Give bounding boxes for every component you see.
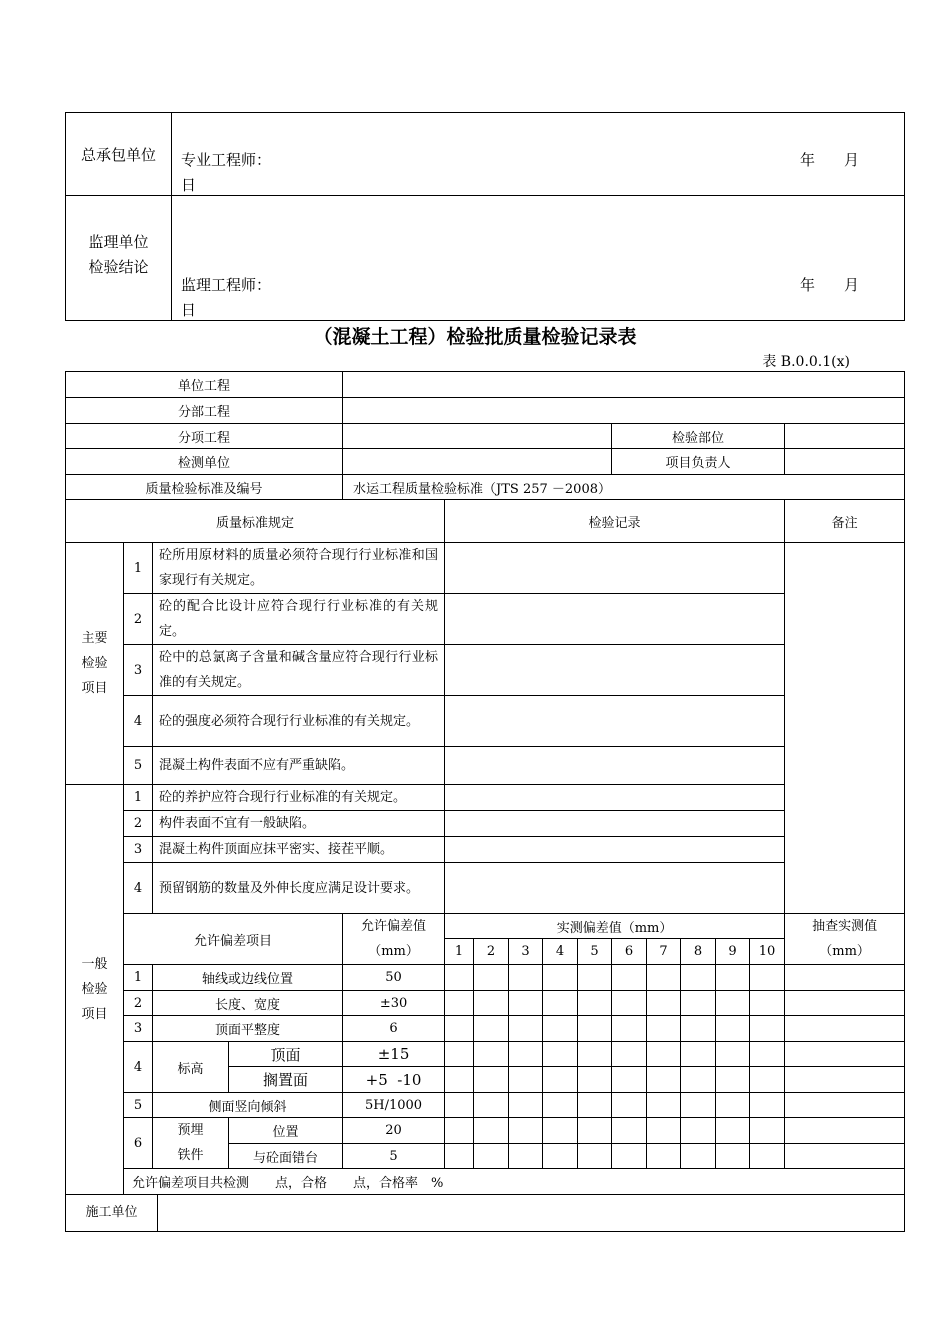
measure-cell[interactable] — [543, 965, 578, 991]
measure-cell[interactable] — [543, 1067, 578, 1093]
general-item-no: 3 — [124, 837, 153, 863]
day-label: 日 — [181, 176, 197, 194]
standard-value: 水运工程质量检验标准（JTS 257 －2008） — [343, 475, 905, 500]
general-item-text: 混凝土构件顶面应抹平密实、接茬平顺。 — [153, 837, 445, 863]
sample-cell[interactable] — [785, 1118, 905, 1144]
testing-unit-label: 检测单位 — [66, 449, 343, 475]
measure-cell[interactable] — [647, 965, 681, 991]
measure-cell[interactable] — [474, 1016, 509, 1042]
measure-cell[interactable] — [716, 1016, 750, 1042]
construction-unit-label: 施工单位 — [66, 1195, 158, 1232]
measure-cell[interactable] — [612, 1144, 647, 1169]
deviation-no: 4 — [124, 1042, 153, 1093]
month-label: 月 — [844, 151, 860, 169]
measure-cell[interactable] — [716, 1093, 750, 1118]
deviation-no: 2 — [124, 991, 153, 1016]
deviation-item-header: 允许偏差项目 — [124, 914, 343, 965]
measure-col-header: 5 — [578, 939, 612, 965]
measure-cell[interactable] — [578, 965, 612, 991]
deviation-subname: 位置 — [229, 1118, 343, 1144]
measure-cell[interactable] — [612, 1016, 647, 1042]
general-item-record[interactable] — [445, 863, 785, 914]
main-item-text: 砼所用原材料的质量必须符合现行行业标准和国家现行有关规定。 — [153, 543, 445, 594]
general-label-line3: 项目 — [81, 1007, 108, 1022]
measure-cell[interactable] — [474, 1093, 509, 1118]
sample-header-line2: （mm） — [819, 944, 870, 959]
measure-cell[interactable] — [578, 1016, 612, 1042]
contractor-signoff-cell[interactable] — [172, 113, 905, 196]
measure-cell[interactable] — [509, 1118, 543, 1144]
measure-cell[interactable] — [716, 1118, 750, 1144]
main-label-line3: 项目 — [81, 681, 108, 696]
deviation-group-line1: 预埋 — [177, 1123, 204, 1138]
measure-col-header: 4 — [543, 939, 578, 965]
measure-col-header: 3 — [509, 939, 543, 965]
measure-cell[interactable] — [647, 1093, 681, 1118]
measure-cell[interactable] — [612, 1067, 647, 1093]
deviation-subname: 搁置面 — [229, 1067, 343, 1093]
main-item-record[interactable] — [445, 645, 785, 696]
measure-col-header: 6 — [612, 939, 647, 965]
measure-cell[interactable] — [578, 991, 612, 1016]
measure-cell[interactable] — [716, 1144, 750, 1169]
measure-cell[interactable] — [543, 1144, 578, 1169]
deviation-value: 5 — [343, 1144, 445, 1169]
measure-cell[interactable] — [509, 1067, 543, 1093]
general-item-text: 砼的养护应符合现行行业标准的有关规定。 — [153, 785, 445, 811]
measure-col-header: 7 — [647, 939, 681, 965]
main-item-text: 混凝土构件表面不应有严重缺陷。 — [153, 747, 445, 785]
construction-unit-table — [65, 1194, 905, 1232]
measure-cell[interactable] — [716, 991, 750, 1016]
remarks-header: 备注 — [785, 500, 905, 543]
measure-cell[interactable] — [474, 1067, 509, 1093]
supervisor-label: 监理工程师： — [181, 276, 272, 294]
contractor-label: 总承包单位 — [66, 113, 172, 196]
deviation-summary: 允许偏差项目共检测 点，合格 点，合格率 % — [124, 1169, 905, 1195]
measure-col-header: 10 — [750, 939, 785, 965]
measure-cell[interactable] — [750, 991, 785, 1016]
sample-header-line1: 抽查实测值 — [812, 919, 878, 934]
item-project-label: 分项工程 — [66, 424, 343, 449]
measure-cell[interactable] — [647, 1067, 681, 1093]
deviation-value: ±30 — [343, 991, 445, 1016]
month-label: 月 — [844, 276, 860, 294]
sample-cell[interactable] — [785, 1067, 905, 1093]
project-lead-label: 项目负责人 — [612, 449, 785, 475]
deviation-value-header — [343, 914, 445, 965]
measure-cell[interactable] — [681, 1067, 716, 1093]
supervision-signoff-cell[interactable] — [172, 196, 905, 321]
signoff-table — [65, 112, 905, 321]
measure-cell[interactable] — [578, 1118, 612, 1144]
item-project-field[interactable] — [343, 424, 612, 449]
measure-cell[interactable] — [750, 1067, 785, 1093]
deviation-value-header-line1: 允许偏差值 — [361, 919, 427, 934]
deviation-value: 6 — [343, 1016, 445, 1042]
deviation-group — [153, 1118, 229, 1169]
deviation-row — [66, 1118, 905, 1144]
form-code: 表 B.0.0.1(x) — [762, 354, 850, 370]
measure-cell[interactable] — [681, 1093, 716, 1118]
deviation-value: ±15 — [343, 1042, 445, 1067]
general-item-text: 预留钢筋的数量及外伸长度应满足设计要求。 — [153, 863, 445, 914]
remarks-cell[interactable] — [785, 543, 905, 914]
measure-cell[interactable] — [445, 965, 474, 991]
measure-cell[interactable] — [445, 1042, 474, 1067]
measure-cell[interactable] — [509, 1042, 543, 1067]
supervision-label — [66, 196, 172, 321]
measure-col-header: 9 — [716, 939, 750, 965]
main-item-record[interactable] — [445, 594, 785, 645]
measure-cell[interactable] — [578, 1144, 612, 1169]
inspection-table — [65, 371, 905, 1195]
general-item-no: 1 — [124, 785, 153, 811]
deviation-value: +5 -10 — [343, 1067, 445, 1093]
measure-cell[interactable] — [445, 1118, 474, 1144]
main-label-line1: 主要 — [81, 631, 108, 646]
main-item-text: 砼中的总氯离子含量和碱含量应符合现行行业标准的有关规定。 — [153, 645, 445, 696]
main-item-no: 4 — [124, 696, 153, 747]
general-item-record[interactable] — [445, 811, 785, 837]
general-items-label — [66, 785, 124, 1195]
general-label-line1: 一般 — [81, 957, 108, 972]
unit-project-label: 单位工程 — [66, 372, 343, 398]
sub-project-label: 分部工程 — [66, 398, 343, 424]
measure-cell[interactable] — [716, 965, 750, 991]
deviation-group-line2: 铁件 — [177, 1148, 204, 1163]
measure-cell[interactable] — [509, 965, 543, 991]
main-item-no: 3 — [124, 645, 153, 696]
deviation-value: 50 — [343, 965, 445, 991]
measure-cell[interactable] — [543, 1042, 578, 1067]
main-item-no: 5 — [124, 747, 153, 785]
measure-cell[interactable] — [612, 1093, 647, 1118]
deviation-row — [66, 1093, 905, 1118]
measure-cell[interactable] — [509, 1144, 543, 1169]
deviation-subname: 顶面 — [229, 1042, 343, 1067]
inspect-location-label: 检验部位 — [612, 424, 785, 449]
measure-cell[interactable] — [474, 1144, 509, 1169]
deviation-row — [66, 965, 905, 991]
measure-cell[interactable] — [681, 1042, 716, 1067]
sample-cell[interactable] — [785, 1093, 905, 1118]
general-item-text: 构件表面不宜有一般缺陷。 — [153, 811, 445, 837]
deviation-no: 1 — [124, 965, 153, 991]
main-item-text: 砼的强度必须符合现行行业标准的有关规定。 — [153, 696, 445, 747]
measure-cell[interactable] — [750, 1042, 785, 1067]
deviation-name: 长度、宽度 — [153, 991, 343, 1016]
construction-unit-field[interactable] — [158, 1195, 905, 1232]
measured-header: 实测偏差值（mm） — [445, 914, 785, 939]
measure-cell[interactable] — [474, 991, 509, 1016]
measure-cell[interactable] — [543, 991, 578, 1016]
general-item-no: 2 — [124, 811, 153, 837]
measure-cell[interactable] — [543, 1118, 578, 1144]
sample-header — [785, 914, 905, 965]
measure-cell[interactable] — [445, 1144, 474, 1169]
deviation-subname: 与砼面错台 — [229, 1144, 343, 1169]
measure-cell[interactable] — [681, 1016, 716, 1042]
sample-cell[interactable] — [785, 991, 905, 1016]
measure-cell[interactable] — [474, 1042, 509, 1067]
deviation-value: 20 — [343, 1118, 445, 1144]
measure-cell[interactable] — [445, 1067, 474, 1093]
measure-cell[interactable] — [647, 991, 681, 1016]
supervision-label-line2: 检验结论 — [88, 258, 149, 276]
measure-cell[interactable] — [509, 1016, 543, 1042]
deviation-name: 顶面平整度 — [153, 1016, 343, 1042]
main-item-text: 砼的配合比设计应符合现行行业标准的有关规定。 — [153, 594, 445, 645]
general-label-line2: 检验 — [81, 982, 108, 997]
measure-col-header: 1 — [445, 939, 474, 965]
measure-cell[interactable] — [647, 1016, 681, 1042]
form-title: （混凝土工程）检验批质量检验记录表 — [313, 326, 637, 348]
sample-cell[interactable] — [785, 965, 905, 991]
measure-cell[interactable] — [681, 965, 716, 991]
deviation-name: 轴线或边线位置 — [153, 965, 343, 991]
measure-cell[interactable] — [509, 991, 543, 1016]
measure-col-header: 8 — [681, 939, 716, 965]
measure-cell[interactable] — [750, 1016, 785, 1042]
measure-cell[interactable] — [612, 1042, 647, 1067]
deviation-row — [66, 1042, 905, 1067]
main-label-line2: 检验 — [81, 656, 108, 671]
measure-cell[interactable] — [474, 1118, 509, 1144]
project-lead-field[interactable] — [785, 449, 905, 475]
measure-cell[interactable] — [750, 965, 785, 991]
measure-cell[interactable] — [578, 1093, 612, 1118]
measure-cell[interactable] — [474, 965, 509, 991]
unit-project-field[interactable] — [343, 372, 905, 398]
deviation-name: 侧面竖向倾斜 — [153, 1093, 343, 1118]
measure-cell[interactable] — [716, 1067, 750, 1093]
deviation-value-header-line2: （mm） — [368, 944, 419, 959]
deviation-row — [66, 1016, 905, 1042]
measure-cell[interactable] — [750, 1118, 785, 1144]
inspection-record-header: 检验记录 — [445, 500, 785, 543]
sample-cell[interactable] — [785, 1144, 905, 1169]
general-item-record[interactable] — [445, 837, 785, 863]
measure-cell[interactable] — [681, 1144, 716, 1169]
main-item-record[interactable] — [445, 747, 785, 785]
deviation-group: 标高 — [153, 1042, 229, 1093]
measure-cell[interactable] — [445, 991, 474, 1016]
main-item-no: 1 — [124, 543, 153, 594]
measure-cell[interactable] — [647, 1118, 681, 1144]
measure-cell[interactable] — [716, 1042, 750, 1067]
standard-label: 质量检验标准及编号 — [66, 475, 343, 500]
measure-cell[interactable] — [612, 965, 647, 991]
measure-cell[interactable] — [750, 1093, 785, 1118]
measure-cell[interactable] — [578, 1042, 612, 1067]
quality-standard-header: 质量标准规定 — [66, 500, 445, 543]
main-item-record[interactable] — [445, 696, 785, 747]
measure-cell[interactable] — [509, 1093, 543, 1118]
sample-cell[interactable] — [785, 1042, 905, 1067]
day-label: 日 — [181, 301, 197, 319]
measure-col-header: 2 — [474, 939, 509, 965]
measure-cell[interactable] — [445, 1093, 474, 1118]
measure-cell[interactable] — [681, 991, 716, 1016]
sub-project-field[interactable] — [343, 398, 905, 424]
general-item-record[interactable] — [445, 785, 785, 811]
general-item-no: 4 — [124, 863, 153, 914]
measure-cell[interactable] — [647, 1144, 681, 1169]
measure-cell[interactable] — [681, 1118, 716, 1144]
deviation-no: 6 — [124, 1118, 153, 1169]
main-item-no: 2 — [124, 594, 153, 645]
sample-cell[interactable] — [785, 1016, 905, 1042]
measure-cell[interactable] — [445, 1016, 474, 1042]
measure-cell[interactable] — [543, 1016, 578, 1042]
main-item-record[interactable] — [445, 543, 785, 594]
deviation-no: 3 — [124, 1016, 153, 1042]
inspect-location-field[interactable] — [785, 424, 905, 449]
year-label: 年 — [800, 151, 816, 169]
engineer-label: 专业工程师： — [181, 151, 272, 169]
measure-cell[interactable] — [750, 1144, 785, 1169]
testing-unit-field[interactable] — [343, 449, 612, 475]
measure-cell[interactable] — [612, 1118, 647, 1144]
measure-cell[interactable] — [647, 1042, 681, 1067]
year-label: 年 — [800, 276, 816, 294]
measure-cell[interactable] — [543, 1093, 578, 1118]
measure-cell[interactable] — [578, 1067, 612, 1093]
deviation-no: 5 — [124, 1093, 153, 1118]
supervision-label-line1: 监理单位 — [88, 233, 149, 251]
measure-cell[interactable] — [612, 991, 647, 1016]
deviation-row — [66, 991, 905, 1016]
deviation-value: 5H/1000 — [343, 1093, 445, 1118]
main-items-label — [66, 543, 124, 785]
